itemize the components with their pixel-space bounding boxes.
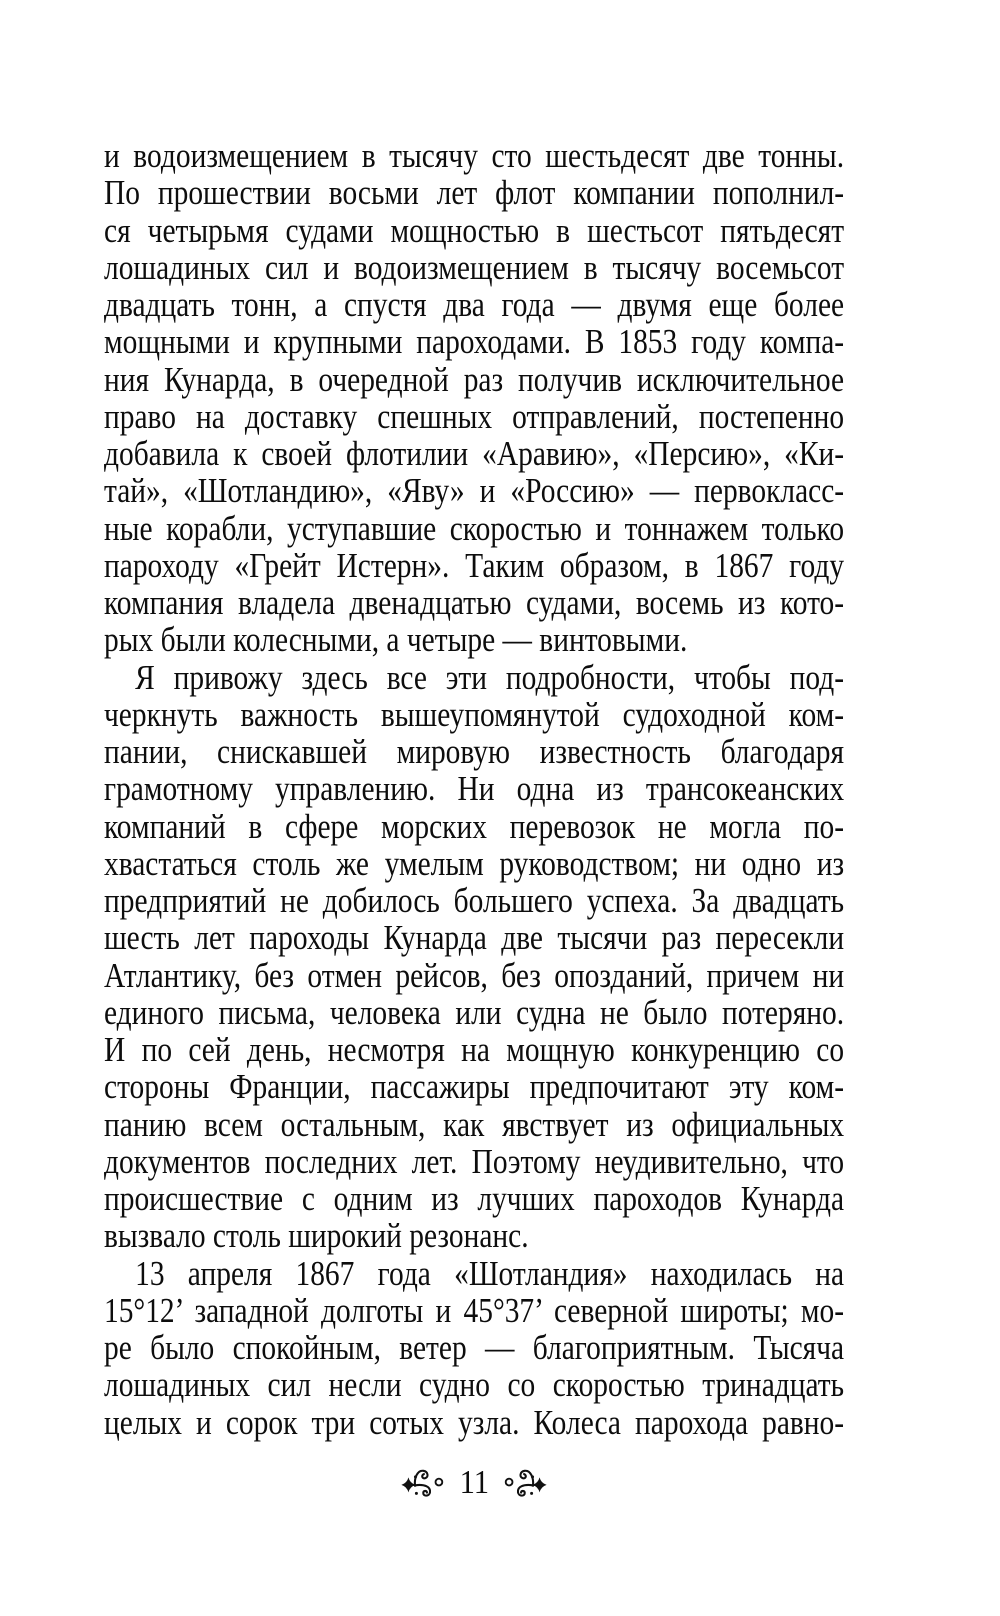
text-line: Атлантику, без отмен рейсов, без опозданий, причем ни: [104, 955, 845, 995]
text-line: 15°12’ западной долготы и 45°37’ северной широты; мо-: [104, 1290, 845, 1330]
text-line: пании, снискавшей мировую известность благодаря: [104, 732, 845, 771]
text-line: документов последних лет. Поэтому неудивительно, что: [104, 1141, 845, 1181]
page-footer: [104, 1466, 844, 1500]
text-line: предприятий не добилось большего успеха. За двадцать: [104, 881, 845, 920]
text-line: мощными и крупными пароходами. В 1853 году компа-: [104, 322, 845, 362]
text-line: Я привожу здесь все эти подробности, чтобы под-: [135, 657, 845, 697]
text-line: хвастаться столь же умелым руководством; ни одно из: [104, 843, 845, 883]
text-line: и водоизмещением в тысячу сто шестьдесят две тонны.: [104, 136, 845, 175]
text-line: панию всем остальным, как явствует из официальных: [104, 1104, 845, 1144]
floral-flourish-left-icon: [400, 1467, 445, 1499]
text-line: стороны Франции, пассажиры предпочитают эту ком-: [104, 1067, 845, 1107]
text-line: двадцать тонн, а спустя два года — двумя еще более: [104, 285, 845, 324]
text-line: лошадиных сил несли судно со скоростью тринадцать: [104, 1365, 845, 1405]
text-line: ре было спокойным, ветер — благоприятным. Тысяча: [104, 1328, 845, 1367]
text-line: компания владела двенадцатью судами, восемь из кото-: [104, 583, 845, 622]
text-line: добавила к своей флотилии «Аравию», «Персию», «Ки-: [104, 434, 845, 473]
text-line: ния Кунарда, в очередной раз получив исключительное: [104, 359, 845, 399]
text-line: единого письма, человека или судна не было потеряно.: [104, 992, 845, 1032]
text-line: право на доставку спешных отправлений, постепенно: [104, 396, 845, 436]
text-line: По прошествии восьми лет флот компании пополнил-: [104, 173, 845, 213]
text-line: ные корабли, уступавшие скоростью и тоннажем только: [104, 508, 845, 548]
text-line: 13 апреля 1867 года «Шотландия» находилась на: [135, 1253, 845, 1293]
text-line: происшествие с одним из лучших пароходов Кунарда: [104, 1179, 845, 1218]
text-line: лошадиных сил и водоизмещением в тысячу восемьсот: [104, 247, 845, 287]
text-line: И по сей день, несмотря на мощную конкуренцию со: [104, 1030, 845, 1069]
text-line: шесть лет пароходы Кунарда две тысячи раз пересекли: [104, 918, 845, 958]
text-line: пароходу «Грейт Истерн». Таким образом, в 1867 году: [104, 545, 845, 585]
text-line: вызвало столь широкий резонанс.: [104, 1216, 529, 1256]
text-line: тай», «Шотландию», «Яву» и «Россию» — первокласс-: [104, 471, 845, 511]
page-number: 11: [459, 1464, 489, 1501]
text-line: компаний в сфере морских перевозок не могла по-: [104, 806, 845, 846]
text-line: рых были колесными, а четыре — винтовыми.: [104, 620, 688, 660]
text-line: черкнуть важность вышеупомянутой судоходной ком-: [104, 694, 845, 734]
floral-flourish-right-icon: [503, 1467, 548, 1499]
text-line: грамотному управлению. Ни одна из трансокеанских: [104, 769, 845, 809]
text-line: ся четырьмя судами мощностью в шестьсот пятьдесят: [104, 210, 845, 250]
text-line: целых и сорок три сотых узла. Колеса парохода равно-: [104, 1402, 845, 1442]
page-text: [104, 137, 844, 1441]
